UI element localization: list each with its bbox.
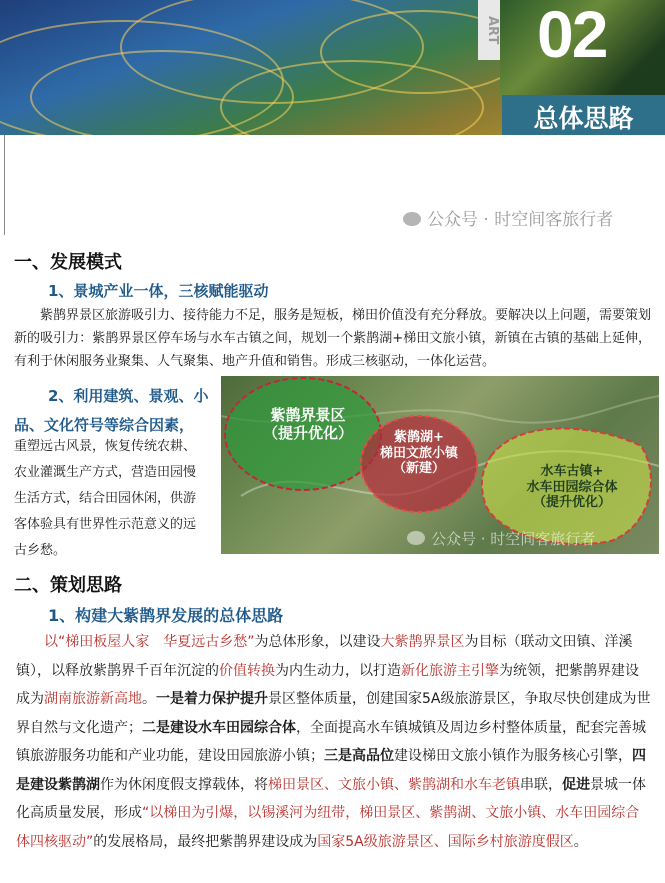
section2-body-run: 串联， bbox=[520, 776, 562, 793]
section2-heading: 二、策划思路 bbox=[14, 575, 122, 596]
section2-body-run: 为内生动力，以打造 bbox=[275, 662, 401, 679]
section2-body-run: ，全面提高水车镇城镇及周边乡村整体质量，配套完善城镇旅游服务功能和产业功能，建设田园旅游小镇； bbox=[16, 719, 646, 764]
section2-body-run: 大紫鹊界景区 bbox=[380, 634, 465, 650]
zone3-label: 水车古镇+ 水车田园综合体 （提升优化） bbox=[526, 464, 618, 511]
section1-para2: 重塑远古风景，恢复传统农耕、 农业灌溉生产方式，营造田园慢 生活方式，结合田园休闲，供游 客体验具有世界性示范意义的远 古乡愁。 bbox=[14, 439, 197, 558]
section2-body-run: 景城一体化高质量发展，形成 bbox=[16, 776, 646, 821]
zone2-label: 紫鹊湖+ 梯田文旅小镇 （新建） bbox=[379, 430, 458, 477]
section2-body-run: 为目标（联动文田镇、洋溪镇），以释放紫鹊界千百年沉淀的 bbox=[16, 634, 633, 679]
section2-body-run: 。 bbox=[573, 833, 588, 850]
divider-line bbox=[4, 135, 5, 235]
section2-body-run: 四是建设紫鹊湖 bbox=[16, 748, 646, 793]
section2-body-run: 景区整体质量，创建国家5A级旅游景区，争取尽快创建成为世界自然与文化遗产； bbox=[16, 691, 651, 736]
section1-sub2: 2、利用建筑、景观、小 品、文化符号等综合因素， bbox=[14, 387, 209, 434]
section2-body-run: 的发展格局，最终把紫鹊界建设成为 bbox=[93, 833, 318, 850]
section2-body-run: “以梯田为引爆，以锡溪河为纽带，梯田景区、紫鹊湖、文旅小镇、水车田园综合体四核驱动” bbox=[16, 805, 640, 850]
section2-body-run: 一是着力保护提升 bbox=[156, 691, 268, 707]
section2-body-run: 国家5A级旅游景区、国际乡村旅游度假区 bbox=[317, 833, 574, 850]
section2-body-run: 。 bbox=[142, 691, 156, 707]
section2-body-run: 以“梯田板屋人家 华夏远古乡愁” bbox=[44, 634, 255, 650]
section1-heading: 一、发展模式 bbox=[14, 252, 122, 273]
section2-body-run: 建设梯田文旅小镇作为服务核心引擎， bbox=[394, 748, 632, 764]
section1-para1: 紫鹊界景区旅游吸引力、接待能力不足，服务是短板，梯田价值没有充分释放。要解决以上问题，需要策划新的吸引力：紫鹊界景区停车场与水车古镇之间，规划一个紫鹊湖+梯田文旅小镇，新镇在古镇的基础上延伸，有利于休闲服务业聚集、人气聚集、地产升值和销售。形成三核驱动，一体化运营。 bbox=[14, 308, 652, 369]
section2-body-run: 为总体形象，以建设 bbox=[254, 634, 381, 650]
section2-body bbox=[16, 628, 652, 856]
map-watermark: 公众号 · 时空间客旅行者 bbox=[407, 528, 595, 549]
wechat-icon bbox=[403, 212, 421, 226]
wechat-icon bbox=[407, 531, 425, 545]
section2-body-run: 湖南旅游新高地 bbox=[44, 691, 142, 707]
section2-body-run: 三是高品位 bbox=[324, 748, 394, 764]
section-title: 总体思路 bbox=[533, 104, 634, 133]
section2-body-run: 价值转换 bbox=[219, 662, 275, 679]
section2-body-run: 梯田景区、文旅小镇、紫鹊湖和水车老镇 bbox=[268, 776, 520, 793]
part-label: ART bbox=[478, 0, 500, 60]
planning-map bbox=[221, 376, 659, 554]
section2-body-run: 作为休闲度假支撑载体，将 bbox=[100, 776, 268, 793]
section2-sub1: 1、构建大紫鹊界发展的总体思路 bbox=[48, 606, 284, 625]
zone1-label: 紫鹊界景区 （提升优化） bbox=[262, 406, 353, 442]
section1-sub1: 1、景城产业一体，三核赋能驱动 bbox=[48, 282, 269, 300]
section2-body-run: 二是建设水车田园综合体 bbox=[142, 719, 296, 736]
section2-body-run: 新化旅游主引擎 bbox=[401, 662, 499, 679]
watermark: 公众号 · 时空间客旅行者 bbox=[403, 205, 613, 230]
section2-body-run: 促进 bbox=[562, 776, 590, 793]
section-number: 02 bbox=[537, 0, 607, 71]
section2-body-run: 为统领，把紫鹊界建设成为 bbox=[16, 662, 639, 707]
